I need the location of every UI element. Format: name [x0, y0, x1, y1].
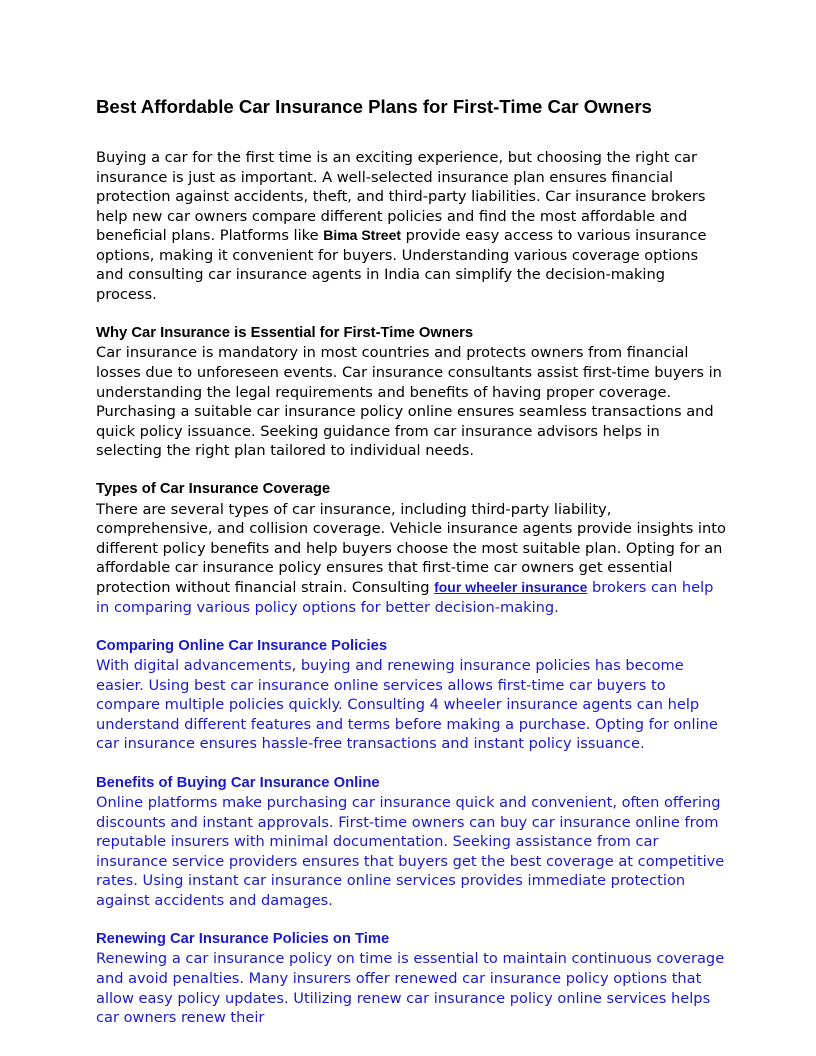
section-renewing	[96, 930, 726, 1028]
section-heading: Why Car Insurance is Essential for First-Time Owners	[96, 324, 474, 341]
document-page	[96, 94, 726, 1047]
intro-text-after: provide easy access to various insurance options, making it convenient for buyers. Understanding various coverage options and consulting car insurance agents in India can simplify the decision-making process.	[96, 227, 707, 303]
section-heading: Comparing Online Car Insurance Policies	[96, 637, 388, 654]
section-body: Renewing a car insurance policy on time is essential to maintain continuous coverage and avoid penalties. Many insurers offer renewed car insurance policy options that allow easy policy updates. Utilizing renew car insurance policy online services helps car owners renew their	[96, 950, 725, 1027]
section-body-after: brokers can help in comparing various policy options for better decision-making.	[96, 579, 714, 616]
section-heading: Types of Car Insurance Coverage	[96, 481, 331, 498]
four-wheeler-insurance-link[interactable]: four wheeler insurance	[434, 579, 588, 596]
section-heading: Renewing Car Insurance Policies on Time	[96, 930, 390, 947]
intro-section	[96, 148, 726, 304]
section-body	[96, 500, 726, 617]
section-body: With digital advancements, buying and renewing insurance policies has become easier. Using best car insurance online services allows first-time car buyers to compare multiple policies quickly. Consulting 4 wheeler insurance agents can help understand different features and terms before making a purchase. Opting for online car insurance ensures hassle-free transactions and instant policy issuance.	[96, 657, 718, 753]
brand-name: Bima Street	[323, 227, 402, 244]
intro-text-before: Buying a car for the first time is an exciting experience, but choosing the right car insurance is just as important. A well-selected insurance plan ensures financial protection against accidents, theft, and third-party liabilities. Car insurance brokers help new car owners compare different policies and find the most affordable and beneficial plans. Platforms like	[96, 149, 706, 245]
section-comparing-online	[96, 637, 726, 754]
section-benefits-online	[96, 774, 726, 911]
section-why-essential	[96, 324, 726, 461]
section-coverage-types	[96, 480, 726, 617]
intro-paragraph	[96, 148, 726, 304]
section-body-before: There are several types of car insurance, including third-party liability, comprehensive, and collision coverage. Vehicle insurance agents provide insights into different policy benefits and help buyers choose the most suitable plan. Opting for an affordable car insurance policy ensures that first-time car owners get essential protection without financial strain. Consulting	[96, 500, 726, 597]
section-body: Online platforms make purchasing car insurance quick and convenient, often offering discounts and instant approvals. First-time owners can buy car insurance online from reputable insurers with minimal documentation. Seeking assistance from car insurance service providers ensures that buyers get the best coverage at competitive rates. Using instant car insurance online services provides immediate protection against accidents and damages.	[96, 794, 725, 909]
section-body: Car insurance is mandatory in most countries and protects owners from financial losses due to unforeseen events. Car insurance consultants assist first-time buyers in understanding the legal requirements and benefits of having proper coverage. Purchasing a suitable car insurance policy online ensures seamless transactions and quick policy issuance. Seeking guidance from car insurance advisors helps in selecting the right plan tailored to individual needs.	[96, 344, 722, 460]
section-heading: Benefits of Buying Car Insurance Online	[96, 774, 380, 791]
page-title: Best Affordable Car Insurance Plans for First-Time Car Owners	[96, 96, 652, 117]
